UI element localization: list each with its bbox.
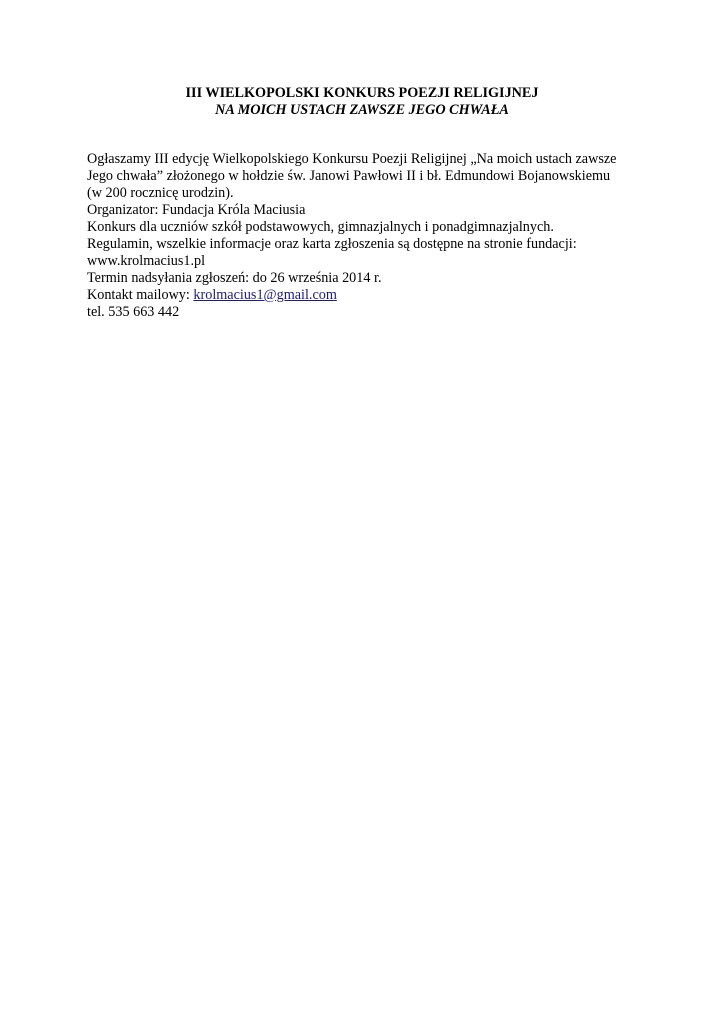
contact-email-link[interactable]: krolmacius1@gmail.com [193, 287, 337, 303]
website-line: www.krolmacius1.pl [87, 253, 206, 269]
document-subtitle: NA MOICH USTACH ZAWSZE JEGO CHWAŁA [215, 102, 509, 118]
title-block [0, 85, 724, 119]
announcement-body [87, 151, 647, 321]
document-title: III WIELKOPOLSKI KONKURS POEZJI RELIGIJNEJ [185, 85, 539, 101]
organizer-line: Organizator: Fundacja Króla Maciusia [87, 202, 306, 218]
phone-line: tel. 535 663 442 [87, 304, 180, 320]
contact-line [87, 287, 647, 304]
participants-line: Konkurs dla uczniów szkół podstawowych, gimnazjalnych i ponadgimnazjalnych. [87, 219, 554, 235]
announcement-line: (w 200 rocznicę urodzin). [87, 185, 234, 201]
announcement-line: Jego chwała” złożonego w hołdzie św. Janowi Pawłowi II i bł. Edmundowi Bojanowskiemu [87, 168, 611, 184]
announcement-line: Ogłaszamy III edycję Wielkopolskiego Konkursu Poezji Religijnej „Na moich ustach zawsze [87, 151, 617, 167]
regulations-line: Regulamin, wszelkie informacje oraz karta zgłoszenia są dostępne na stronie fundacji: [87, 236, 577, 252]
contact-label: Kontakt mailowy: [87, 287, 194, 303]
deadline-line: Termin nadsyłania zgłoszeń: do 26 września 2014 r. [87, 270, 382, 286]
